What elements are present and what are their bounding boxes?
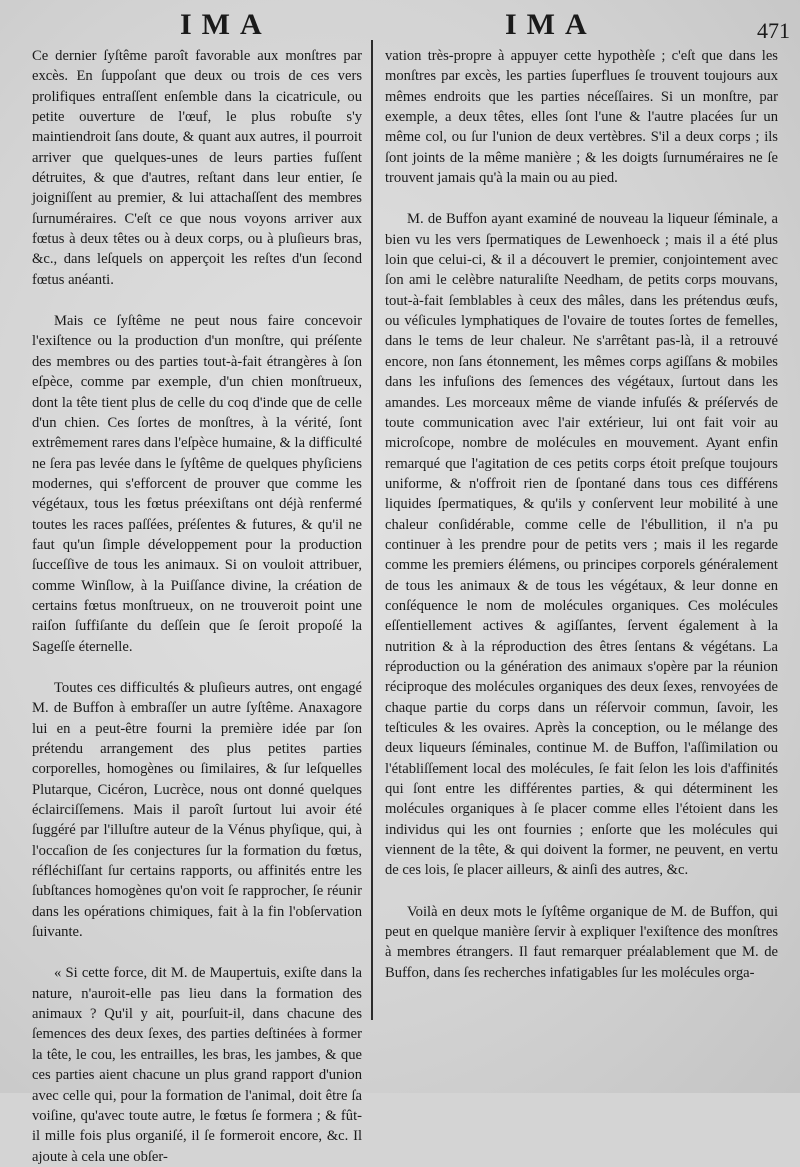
running-head-right: IMA xyxy=(505,8,597,41)
left-column xyxy=(32,46,362,1167)
paragraph: Voilà en deux mots le ſyſtême organique de M. de Buffon, qui peut en quelque manière ſervir à expliquer l'exiſtence des monſtres à membres étrangers. Il faut remarquer préalablement que M. de Buffon, dans ſes recherches infatigables ſur les molécules orga- xyxy=(385,903,778,981)
page-number: 471 xyxy=(757,18,790,43)
paragraph: « Si cette force, dit M. de Maupertuis, exiſte dans la nature, n'auroit-elle pas lieu dans la formation des animaux ? Qu'il y ait, pourſuit-il, dans chacune des ſemences des deux ſexes, des parties deſtinées à former la tête, le cou, les entrailles, les bras, les jambes, & que ces parties aient chacune un plus grand rapport d'union avec celle qui, pour la formation de l'animal, doit être ſa voiſine, qu'avec toute autre, le fœtus ſe formera ; & fût-il mille fois plus organiſé, il ſe formeroit encore, &c. Il ajoute à cela une obſer- xyxy=(32,965,362,1165)
column-divider xyxy=(371,40,373,1020)
right-column xyxy=(385,46,778,983)
paragraph: vation très-propre à appuyer cette hypothèſe ; c'eſt que dans les monſtres par excès, les parties ſuperflues ſe trouvent toujours aux mêmes endroits que les parties néceſſaires. Si un monſtre, par exemple, a deux têtes, elles ſont l'une & l'autre placées ſur un même col, ou ſur l'union de deux vertèbres. S'il a deux corps ; ils ſont joints de la même manière ; & les doigts ſurnuméraires ne ſe trouvent jamais qu'à la main ou au pied. xyxy=(385,48,778,187)
running-head-left: IMA xyxy=(180,8,272,41)
paragraph: Toutes ces difficultés & pluſieurs autres, ont engagé M. de Buffon à embraſſer un autre ſyſtême. Anaxagore lui en a peut-être fourni la première idée par ſon prétendu arrangement des plus petites parties corporelles, homogènes ou ſimilaires, & ſur leſquelles Plutarque, Cicéron, Lucrèce, nous ont donné quelques éclairciſſemens. Mais il paroît ſurtout lui avoir été ſuggéré par l'illuſtre auteur de la Vénus phyſique, qui, à l'occaſion de ſes conjectures ſur la formation du fœtus, réfléchiſſant ſur certains rapports, ou affinités entre les ſubſtances homogènes qu'on voit ſe rapprocher, ſe réunir dans les opérations chimiques, fait à la fin l'obſervation ſuivante. xyxy=(32,679,362,941)
paragraph: M. de Buffon ayant examiné de nouveau la liqueur ſéminale, a bien vu les vers ſpermatiques de Lewenhoeck ; mais il a été plus loin que celui-ci, & il a découvert le premier, conjointement avec ſon ami le celèbre naturaliſte Needham, de petits corps mouvans, tout-à-fait ſemblables à ceux des mâles, dans les prétendus œufs, ou véſicules lymphatiques de l'ovaire de toutes ſortes de femelles, dans le tems de leur chaleur. Ne s'arrêtant pas-là, il a retrouvé encore, non ſans étonnement, les mêmes corps agiſſans & mobiles dans les infuſions des ſemences des végétaux, ſurtout dans les amandes. Les morceaux même de viande infuſés & préſervés de toute communication avec l'air extérieur, lui ont fait voir au microſcope, nombre de molécules en mouvement. Ayant enfin remarqué que l'agitation de ces petits corps étoit preſque toujours uniforme, & n'offroit rien de ſpontané dans tous ces différens liquides ſpermatiques, & qu'ils y conſervent leur mobilité à une chaleur conſidérable, comme celle de l'ébullition, il n'a pu continuer à les prendre pour de petits vers ; mais il les regarde comme les premiers élémens, ou principes corporels généralement de tous les animaux & de tous les végétaux, & leur donne en conſéquence le nom de molécules organiques. Ces molécules eſſentiellement actives & agiſſantes, ſervent également à la nutrition & à la réproduction des êtres ſentans & végétans. La réproduction ou la génération des animaux s'opère par la réunion réciproque des molécules organiques des deux ſexes, renvoyées de chaque partie du corps dans un réſervoir commun, ſavoir, les teſticules & les ovaires. Après la conception, ou le mélange des deux liqueurs ſéminales, continue M. de Buffon, l'aſſimilation ou l'établiſſement local des molécules, ſe fait ſelon les lois d'affinités qui ſont entre les différentes parties, & qui déterminent les molécules organiques à ſe placer comme elles l'étoient dans les individus qui les ont fournies ; enſorte que les molécules qui viennent de la tête, & qui doivent la former, ne peuvent, en vertu de ces lois, ſe placer ailleurs, & ainſi des autres, &c. xyxy=(385,211,778,879)
paragraph: Ce dernier ſyſtême paroît favorable aux monſtres par excès. En ſuppoſant que deux ou trois de ces vers prolifiques entraſſent enſemble dans la cicatricule, ou petite ouverture de l'œuf, le plus robuſte s'y maintiendroit ſans doute, & quant aux autres, il pourroit arriver que quelques-unes de leurs parties fuſſent détruites, & que d'autres, reſtant dans leur entier, ſe joigniſſent au premier, & lui attachaſſent des membres ſurnuméraires. C'eſt ce que nous voyons arriver aux fœtus à deux têtes ou à deux corps, ou à pluſieurs bras, &c., dans leſquels on apperçoit les reſtes d'un ſecond fœtus anéanti. xyxy=(32,48,362,288)
paragraph: Mais ce ſyſtême ne peut nous faire concevoir l'exiſtence ou la production d'un monſtre, qui préſente des membres ou des parties tout-à-fait étrangères à ſon eſpèce, comme par exemple, d'un chien monſtrueux, dont la tête tient plus de celle du coq d'inde que de celle d'un chien. Ces ſortes de monſtres, à la vérité, ſont extrêmement rares dans l'eſpèce humaine, & la difficulté ne ſera pas levée dans le ſyſtême de quelques phyſiciens modernes, qui s'efforcent de prouver que comme les végétaux, tous les fœtus préexiſtans ont déjà renfermé toutes les races paſſées, préſentes & futures, & qu'il ne faut qu'un ſimple développement pour la production ſucceſſive de tous les animaux. Si on vouloit attribuer, comme Winſlow, à la Puiſſance divine, la création de certains fœtus monſtrueux, on ne trouveroit point une raiſon ſuffiſante du deſſein que ſe ſeroit propoſé la Sageſſe éternelle. xyxy=(32,313,362,655)
